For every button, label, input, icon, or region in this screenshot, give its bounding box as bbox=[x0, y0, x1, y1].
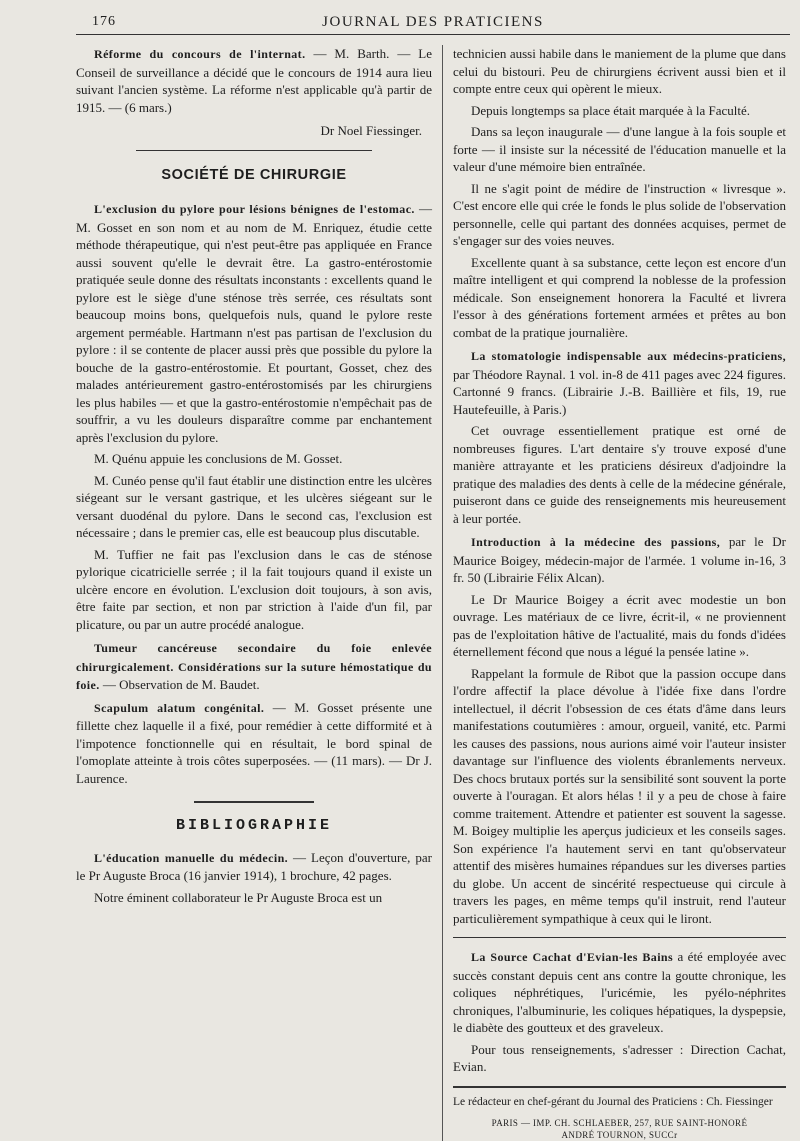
internat-text: — M. Barth. — Le Conseil de surveillance a décidé que le concours de 1914 aura lieu suivant l'ancien système. La réforme n'est applicable qu'à partir de 1915. — (6 mars.) bbox=[76, 46, 433, 115]
scapulum-text: — M. Gosset présente une fillette chez laquelle il a fixé, pour remédier à cette difformité et à l'impotence fonctionnelle qui en résultait, le bord spinal de l'omoplate atteinte à trois côtes superposées. — (11 mars). — Dr J. Laurence. bbox=[76, 699, 432, 786]
imprint-line-2: ANDRÉ TOURNON, SUCCr bbox=[561, 1130, 678, 1140]
passions-review-1: Le Dr Maurice Boigey a écrit avec modestie un bon ouvrage. Les matériaux de ce livre, écrit-il, « ne proviennent pas de l'exploitation hâtive de l'actualité, mais du fonds d'idées éternellement fécond que nous a légué la pensée latine ». bbox=[453, 591, 786, 659]
stomato-paragraph bbox=[453, 347, 786, 418]
two-columns bbox=[76, 45, 790, 1141]
passions-paragraph bbox=[453, 533, 786, 587]
tumeur-text: — Observation de M. Baudet. bbox=[99, 677, 260, 692]
tumeur-title: Tumeur cancéreuse secondaire du foie enlevée chirurgicalement. Considérations sur la suture hémostatique du foie. bbox=[76, 641, 432, 692]
cachat-contact: Pour tous renseignements, s'adresser : Direction Cachat, Evian. bbox=[453, 1041, 786, 1074]
left-column bbox=[76, 45, 442, 1141]
education-text: — Leçon d'ouverture, par le Pr Auguste Broca (16 janvier 1914), 1 brochure, 42 pages. bbox=[76, 849, 433, 883]
broca-paragraph-3: Dans sa leçon inaugurale — d'une langue à la fois souple et forte — il insiste sur la nécessité de l'éducation manuelle et la valeur d'une mémoire bien entraînée. bbox=[453, 124, 786, 174]
passions-text: par le Dr Maurice Boigey, médecin-major de l'armée. 1 volume in-16, 3 fr. 50 (Librairie Félix Alcan). bbox=[453, 534, 786, 585]
tuffier-paragraph: M. Tuffier ne fait pas l'exclusion dans le cas de sténose pylorique cicatricielle serrée ; il la fait toujours quand il existe un ulcère encore en évolution. L'exclusion doit toujours, à son avis, être faite par section, et non par striction à l'aide d'un fil, par plicature, ou par un autre procédé analogue. bbox=[76, 546, 432, 632]
internat-paragraph bbox=[76, 45, 432, 116]
imprint-line-1: PARIS — IMP. CH. SCHLAEBER, 257, RUE SAINT-HONORÉ bbox=[491, 1118, 748, 1128]
editor-footer: Le rédacteur en chef-gérant du Journal des Praticiens : Ch. Fiessinger bbox=[453, 1086, 786, 1112]
section-title-chirurgie: SOCIÉTÉ DE CHIRURGIE bbox=[161, 166, 347, 183]
notre-paragraph: Notre éminent collaborateur le Pr Auguste Broca est un bbox=[94, 889, 383, 905]
right-column bbox=[442, 45, 786, 1141]
passions-review-2: Rappelant la formule de Ribot que la passion occupe dans l'ordre affectif la place dévolue à l'idée fixe dans l'ordre intellectuel, il décrit l'obsession de ces états d'âme dans leurs manifestations coutumières : amour, orgueil, vanité, etc. Parmi les causes des passions, nous aurions aimé voir l'auteur insister davantage sur l'influence des violents ébranlements nerveux. Des chocs brutaux portés sur la sensibilité sont souvent la porte ouverte à l'ouragan. Et alors hélas ! il y a peu de chose à faire comme traitement. Attendre et patienter est souvent la sagesse. M. Boigey multiplie les aperçus judicieux et les conseils sages. Son expérience l'a hautement servi en tant qu'observateur attentif des misères humaines répandues sur les diverses parties du globe. Un accent de sincérité respectueuse qui circule à travers les pages, en même temps qu'il instruit, rend l'auteur particulièrement sympathique à ceux qui le liront. bbox=[453, 665, 786, 926]
passions-title: Introduction à la médecine des passions, bbox=[471, 535, 721, 549]
pylore-title: L'exclusion du pylore pour lésions bénignes de l'estomac. bbox=[94, 202, 415, 216]
signature-fiessinger: Dr Noel Fiessinger. bbox=[320, 123, 422, 138]
stomato-text: par Théodore Raynal. 1 vol. in-8 de 411 pages avec 224 figures. Cartonné 9 francs. (Librairie J.-B. Baillière et fils, 19, rue Hautefeuille, à Paris.) bbox=[453, 366, 786, 417]
internat-title: Réforme du concours de l'internat. bbox=[94, 47, 306, 61]
page-number: 176 bbox=[92, 14, 116, 29]
imprint bbox=[453, 1117, 786, 1141]
pylore-paragraph bbox=[76, 200, 432, 446]
page-header bbox=[76, 12, 790, 35]
biblio-rule bbox=[194, 801, 314, 803]
section-title-bibliographie: BIBLIOGRAPHIE bbox=[175, 817, 333, 834]
cachat-paragraph bbox=[453, 948, 786, 1037]
broca-paragraph-1: technicien aussi habile dans le maniement de la plume que dans celui du bistouri. Peu de chirurgiens écrivent aussi bien et il compte entre ceux qui opèrent le mieux. bbox=[453, 46, 786, 96]
cuneo-paragraph: M. Cunéo pense qu'il faut établir une distinction entre les ulcères siégeant sur le versant gastrique, et les ulcères siégeant sur le versant duodénal du pylore. Dans le second cas, l'exclusion est nécessaire ; dans le premier cas, elle est beaucoup plus discutable. bbox=[76, 472, 432, 540]
tumeur-paragraph bbox=[76, 639, 432, 695]
pylore-text: — M. Gosset en son nom et au nom de M. Enriquez, étudie cette méthode thérapeutique, qui n'est peut-être pas appliquée en France aussi souvent qu'elle le devrait être. La gastro-entérostomie pratiquée seule donne des résultats inconstants : excellents quand le pylore est le siège d'une sténose très serrée, ces résultats sont beaucoup moins bons, quelquefois nuls, quand le pylore reste argement perméable. Hartmann n'est pas partisan de l'exclusion du pylore : il se contente de placer aussi près que possible du pylore la bouche de la gastro-entérostomie. Et pourtant, Gosset, chez des malades antérieurement gastro-entérostomisés par les chirurgiens les plus habiles — et que la gastro-entérostomie n'empêchait pas de souffrir, a vu les douleurs disparaître comme par enchantement après l'exclusion du pylore. bbox=[76, 201, 432, 445]
cachat-advert bbox=[453, 937, 786, 1076]
education-paragraph bbox=[76, 849, 432, 885]
cachat-title: La Source Cachat d'Evian-les Bains bbox=[471, 950, 674, 964]
quenu-paragraph: M. Quénu appuie les conclusions de M. Gosset. bbox=[94, 451, 343, 466]
journal-title: JOURNAL DES PRATICIENS bbox=[322, 14, 544, 30]
cachat-text: a été employée avec succès constant depuis cent ans contre la goutte chronique, les coliques néphrétiques, l'uricémie, les pyélo-néphrites chroniques, l'albuminurie, les coliques hépatiques, la dyspepsie, le diabète des goutteux et des graveleux. bbox=[453, 949, 787, 1035]
stomato-title: La stomatologie indispensable aux médecins-praticiens, bbox=[471, 349, 786, 363]
education-title: L'éducation manuelle du médecin. bbox=[94, 850, 289, 865]
broca-paragraph-2: Depuis longtemps sa place était marquée à la Faculté. bbox=[471, 102, 751, 118]
stomato-review: Cet ouvrage essentiellement pratique est orné de nombreuses figures. L'art dentaire s'y trouve exposé d'une manière attrayante et les praticiens désireux d'adjoindre la pratique des maladies des dents à celle de la médecine générale, puiseront dans ce guide des renseignements mis heureusement à leur portée. bbox=[453, 423, 786, 526]
broca-paragraph-4: Il ne s'agit point de médire de l'instruction « livresque ». C'est encore elle qui crée le fonds le plus solide de l'observation personnelle, celle qui partant des données acquises, permet de s'engager sur des voies neuves. bbox=[453, 180, 786, 248]
section-rule bbox=[136, 150, 372, 151]
broca-paragraph-5: Excellente quant à sa substance, cette leçon est encore d'un maître intelligent et qui comprend la noblesse de la profession médicale. Son enseignement honorera la Faculté et livrera l'essor à des générations fortement armées et prêtes au bon combat de la pratique journalière. bbox=[453, 254, 786, 340]
scapulum-title: Scapulum alatum congénital. bbox=[94, 700, 265, 715]
scapulum-paragraph bbox=[76, 699, 432, 788]
